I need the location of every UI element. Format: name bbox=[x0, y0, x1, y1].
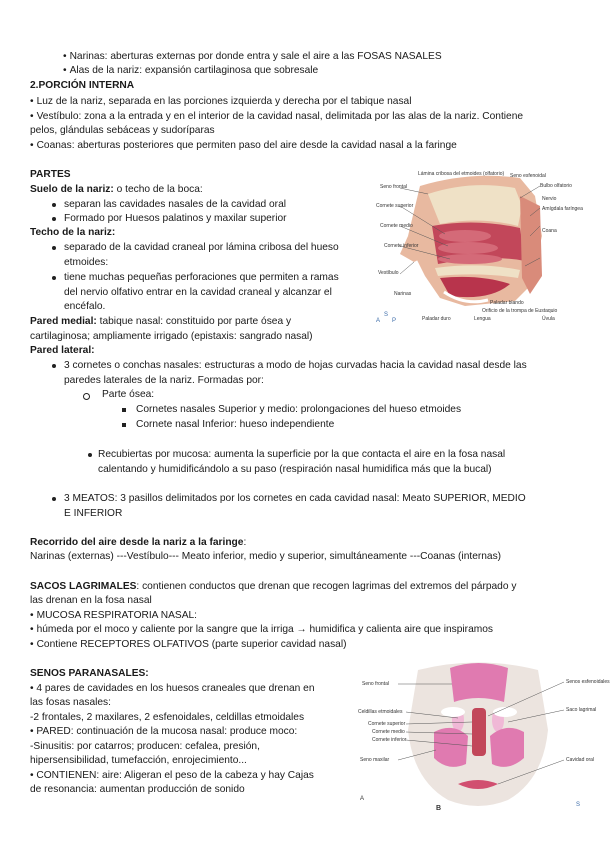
fig1-label: Úvula bbox=[542, 316, 555, 322]
meatos-b: E INFERIOR bbox=[64, 508, 123, 519]
bullet-alas: • Alas de la nariz: expansión cartilaginosa que sobresale bbox=[63, 64, 318, 77]
suelo-nariz: Suelo de la nariz: o techo de la boca: bbox=[30, 184, 203, 195]
heading-porcion-interna: 2.PORCIÓN INTERNA bbox=[30, 80, 135, 91]
senos-line: • CONTIENEN: aire: Aligeran el peso de la cabeza y hay Cajas bbox=[30, 770, 314, 781]
fig2-label: Senos esfenoidales bbox=[566, 679, 610, 685]
suelo-item-1: separan las cavidades nasales de la cavidad oral bbox=[64, 199, 287, 210]
fig1-label: Cornete medio bbox=[380, 223, 413, 229]
bullet-dot bbox=[52, 217, 56, 221]
senos-line: hipersensibilidad, tumefacción, enrojecimiento... bbox=[30, 755, 247, 766]
heading-partes: PARTES bbox=[30, 169, 71, 180]
techo-item-1b: etmoides: bbox=[64, 257, 109, 268]
recubiertas-b: calentando y humidificándolo a su paso (respiración nasal humidifica más que la bucal) bbox=[98, 464, 492, 475]
fig2-letter-a: A bbox=[360, 796, 365, 802]
lateral-item-1a: 3 cornetes o conchas nasales: estructuras a modo de hojas curvadas hacia la cavidad nasal desde las bbox=[64, 360, 527, 371]
lateral-item-1b: paredes laterales de la nariz. Formadas por: bbox=[64, 375, 264, 386]
heading-senos: SENOS PARANASALES: bbox=[30, 668, 149, 679]
techo-item-2a: tiene muchas pequeñas perforaciones que permiten a ramas bbox=[64, 272, 339, 283]
fig1-label: Narinas bbox=[394, 291, 412, 297]
suelo-item-2: Formado por Huesos palatinos y maxilar superior bbox=[64, 213, 287, 224]
fig2-label: Cornete superior bbox=[368, 721, 406, 727]
bullet-dot bbox=[52, 203, 56, 207]
sacos-cont: las drenan en la fosa nasal bbox=[30, 595, 152, 606]
fig2-label: Cornete medio bbox=[372, 729, 405, 735]
fig1-label: Seno esfenoidal bbox=[510, 173, 546, 179]
svg-text:P: P bbox=[392, 318, 397, 324]
pared-medial: Pared medial: tabique nasal: constituido por parte ósea y bbox=[30, 316, 292, 327]
fig1-label: Coana bbox=[542, 228, 557, 234]
fig2-label: Cavidad oral bbox=[566, 757, 595, 763]
fig1-label: Seno frontal bbox=[380, 184, 407, 190]
recorrido-text: Narinas (externas) ---Vestíbulo--- Meato inferior, medio y superior, simultáneamente ---Coanas (internas) bbox=[30, 551, 502, 562]
fig2-label: Seno maxilar bbox=[360, 757, 390, 763]
senos-line: -2 frontales, 2 maxilares, 2 esfenoidales, celdillas etmoidales bbox=[30, 712, 305, 723]
fig2-label: Cornete inferior bbox=[372, 737, 407, 743]
osea-item-1: Cornetes nasales Superior y medio: prolongaciones del hueso etmoides bbox=[136, 404, 462, 415]
bullet-square bbox=[122, 423, 126, 427]
senos-line: • 4 pares de cavidades en los huesos craneales que drenan en bbox=[30, 683, 315, 694]
senos-line: -Sinusitis: por catarros; producen: cefalea, presión, bbox=[30, 741, 260, 752]
techo-item-1a: separado de la cavidad craneal por lámina cribosa del hueso bbox=[64, 242, 339, 253]
senos-line: de resonancia: aumentan producción de sonido bbox=[30, 784, 245, 795]
fig1-label: Orificio de la trompa de Eustaquio bbox=[482, 308, 558, 314]
bullet-square bbox=[122, 408, 126, 412]
sacos-lagrimales: SACOS LAGRIMALES: contienen conductos que drenan que recogen lagrimas del extremos del párpado y bbox=[30, 581, 517, 592]
meatos-a: 3 MEATOS: 3 pasillos delimitados por los cornetes en cada cavidad nasal: Meato SUPERIOR, MEDIO bbox=[64, 493, 526, 504]
fig1-label: Nervio bbox=[542, 196, 557, 202]
techo-item-2b: del nervio olfativo entrar en la cavidad craneal y alcanzar el bbox=[64, 287, 332, 298]
mucosa-item-1: • húmeda por el moco y caliente por la sangre que la irriga → humidifica y calienta aire que inspiramos bbox=[30, 623, 493, 636]
fig1-label: Bulbo olfatorio bbox=[540, 183, 572, 189]
mucosa-item-2: • Contiene RECEPTORES OLFATIVOS (parte superior cavidad nasal) bbox=[30, 638, 346, 651]
parte-osea: Parte ósea: bbox=[102, 389, 155, 400]
techo-nariz: Techo de la nariz: bbox=[30, 227, 116, 238]
bullet-dot bbox=[52, 276, 56, 280]
mucosa-heading: • MUCOSA RESPIRATORIA NASAL: bbox=[30, 609, 197, 622]
pared-medial-cont: cartilaginosa; ampliamente irrigado (epistaxis: sangrado nasal) bbox=[30, 331, 313, 342]
item-vestibulo-cont: pelos, glándulas sebáceas y sudoríparas bbox=[30, 125, 215, 136]
bullet-circle bbox=[83, 393, 90, 400]
fig1-label: Vestíbulo bbox=[378, 270, 399, 276]
bullet-dot bbox=[52, 364, 56, 368]
fig2-label: Saco lagrimal bbox=[566, 707, 597, 713]
fig1-label: Cornete inferior bbox=[384, 243, 419, 249]
fig1-label: Paladar duro bbox=[422, 316, 451, 322]
techo-item-2c: encéfalo. bbox=[64, 301, 106, 312]
bullet-dot bbox=[52, 246, 56, 250]
bullet-narinas: • Narinas: aberturas externas por donde entra y sale el aire a las FOSAS NASALES bbox=[63, 50, 442, 63]
svg-text:S: S bbox=[384, 312, 389, 318]
figure-senos-frontal bbox=[358, 660, 610, 818]
fig2-label: Seno frontal bbox=[362, 681, 389, 687]
fig1-label: Cornete superior bbox=[376, 203, 414, 209]
item-vestibulo: • Vestíbulo: zona a la entrada y en el interior de la cavidad nasal, delimitada por las alas de la nariz. Contiene bbox=[30, 110, 523, 123]
figure-nasal-sagittal bbox=[370, 166, 583, 326]
osea-item-2: Cornete nasal Inferior: hueso independiente bbox=[136, 419, 335, 430]
pared-lateral: Pared lateral: bbox=[30, 345, 95, 356]
item-luz-nariz: • Luz de la nariz, separada en las porciones izquierda y derecha por el tabique nasal bbox=[30, 95, 412, 108]
senos-line: • PARED: continuación de la mucosa nasal: produce moco: bbox=[30, 726, 298, 737]
fig1-label: Lengua bbox=[474, 316, 491, 322]
fig2-label: Celdillas etmoidales bbox=[358, 709, 403, 715]
senos-line: las fosas nasales: bbox=[30, 697, 111, 708]
svg-text:A: A bbox=[376, 318, 381, 324]
svg-text:S: S bbox=[576, 802, 581, 808]
fig1-label: Lámina cribosa del etmoides (olfatorio) bbox=[418, 171, 505, 177]
fig2-letter-b: B bbox=[436, 805, 442, 812]
heading-recorrido: Recorrido del aire desde la nariz a la faringe: bbox=[30, 537, 247, 548]
item-coanas: • Coanas: aberturas posteriores que permiten paso del aire desde la cavidad nasal a la faringe bbox=[30, 139, 457, 152]
fig1-label: Amígdala faríngea bbox=[542, 206, 583, 212]
recubiertas-a: Recubiertas por mucosa: aumenta la superficie por la que contacta el aire en la fosa nasal bbox=[98, 449, 506, 460]
bullet-dot bbox=[52, 497, 56, 501]
fig1-label: Paladar blando bbox=[490, 300, 524, 306]
bullet-dot bbox=[88, 453, 92, 457]
